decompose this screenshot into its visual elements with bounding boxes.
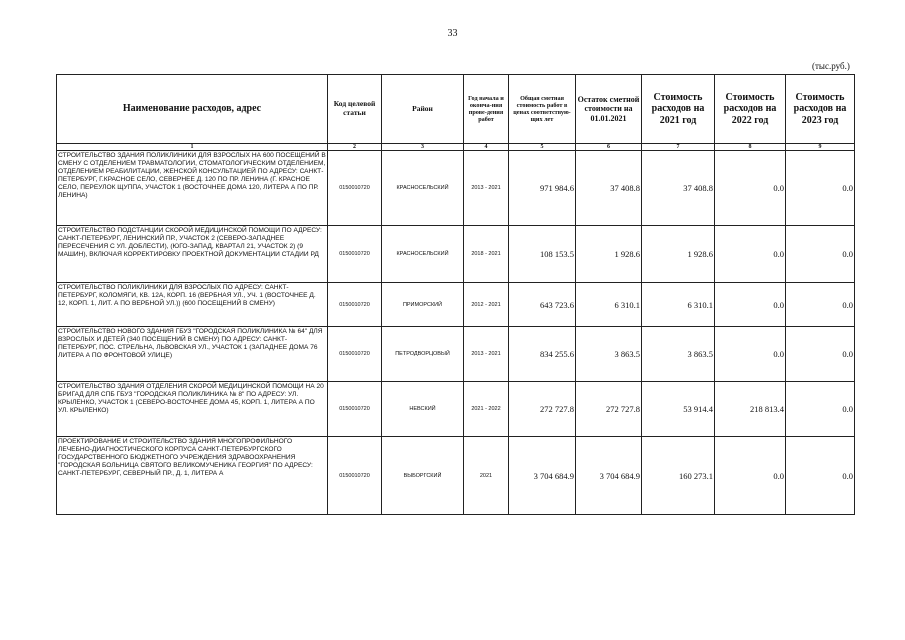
row-code: 0150010720 bbox=[328, 151, 382, 226]
header-remaining: Остаток сметной стоимости на 01.01.2021 bbox=[576, 75, 642, 144]
row-remaining: 3 704 684.9 bbox=[576, 437, 642, 515]
row-years: 2013 - 2021 bbox=[464, 327, 509, 382]
row-name: СТРОИТЕЛЬСТВО ЗДАНИЯ ПОЛИКЛИНИКИ ДЛЯ ВЗРОСЛЫХ НА 600 ПОСЕЩЕНИЙ В СМЕНУ С ОТДЕЛЕНИЕМ ТРАВМАТОЛОГИИ, СТОМАТОЛОГИЧЕСКИМ ОТДЕЛЕНИЕМ, ОТДЕЛЕНИЕМ РЕАБИЛИТАЦИИ, ЖЕНСКОЙ КОНСУЛЬТАЦИЕЙ ПО АДРЕСУ: САНКТ-ПЕТЕРБУРГ, Г.КРАСНОЕ СЕЛО, СЕВЕРНЕЕ Д. 120 ПО ПР. ЛЕНИНА (Г. КРАСНОЕ СЕЛО, ПЕРЕУЛОК ЩУППА, УЧАСТОК 1 (ВОСТОЧНЕЕ ДОМА 120, ЛИТЕРА А ПО ПР. ЛЕНИНА) bbox=[57, 151, 328, 226]
row-cost-2023: 0.0 bbox=[786, 327, 855, 382]
row-remaining: 6 310.1 bbox=[576, 283, 642, 327]
row-cost-2021: 3 863.5 bbox=[642, 327, 715, 382]
row-years: 2021 bbox=[464, 437, 509, 515]
header-code: Код целевой статьи bbox=[328, 75, 382, 144]
row-code: 0150010720 bbox=[328, 327, 382, 382]
row-remaining: 272 727.8 bbox=[576, 382, 642, 437]
row-code: 0150010720 bbox=[328, 283, 382, 327]
row-cost-2023: 0.0 bbox=[786, 437, 855, 515]
row-region: ПРИМОРСКИЙ bbox=[382, 283, 464, 327]
column-number: 4 bbox=[464, 144, 509, 151]
row-cost-2021: 6 310.1 bbox=[642, 283, 715, 327]
table-row bbox=[57, 151, 855, 226]
row-total-cost: 108 153.5 bbox=[509, 226, 576, 283]
row-cost-2023: 0.0 bbox=[786, 382, 855, 437]
row-remaining: 37 408.8 bbox=[576, 151, 642, 226]
row-cost-2022: 0.0 bbox=[715, 151, 786, 226]
header-region: Район bbox=[382, 75, 464, 144]
row-total-cost: 272 727.8 bbox=[509, 382, 576, 437]
row-cost-2023: 0.0 bbox=[786, 151, 855, 226]
header-years: Год начала и оконча-ния прове-дения работ bbox=[464, 75, 509, 144]
table-row bbox=[57, 382, 855, 437]
row-total-cost: 834 255.6 bbox=[509, 327, 576, 382]
row-name: СТРОИТЕЛЬСТВО НОВОГО ЗДАНИЯ ГБУЗ "ГОРОДСКАЯ ПОЛИКЛИНИКА № 64" ДЛЯ ВЗРОСЛЫХ И ДЕТЕЙ (340 ПОСЕЩЕНИЙ В СМЕНУ) ПО АДРЕСУ: САНКТ-ПЕТЕРБУРГ, ПОС. СТРЕЛЬНА, ЛЬВОВСКАЯ УЛ., УЧАСТОК 1 (ЗАПАДНЕЕ ДОМА 76 ЛИТЕРА А ПО ФРОНТОВОЙ УЛИЦЕ) bbox=[57, 327, 328, 382]
row-total-cost: 971 984.6 bbox=[509, 151, 576, 226]
row-cost-2022: 0.0 bbox=[715, 283, 786, 327]
column-number: 9 bbox=[786, 144, 855, 151]
row-region: ПЕТРОДВОРЦОВЫЙ bbox=[382, 327, 464, 382]
row-region: НЕВСКИЙ bbox=[382, 382, 464, 437]
header-cost-2022: Стоимость расходов на 2022 год bbox=[715, 75, 786, 144]
expenditure-table bbox=[56, 74, 855, 515]
header-cost-2021: Стоимость расходов на 2021 год bbox=[642, 75, 715, 144]
column-number: 1 bbox=[57, 144, 328, 151]
row-cost-2022: 0.0 bbox=[715, 437, 786, 515]
row-cost-2021: 1 928.6 bbox=[642, 226, 715, 283]
row-years: 2018 - 2021 bbox=[464, 226, 509, 283]
column-number: 3 bbox=[382, 144, 464, 151]
row-cost-2023: 0.0 bbox=[786, 283, 855, 327]
row-code: 0150010720 bbox=[328, 382, 382, 437]
header-cost-2023: Стоимость расходов на 2023 год bbox=[786, 75, 855, 144]
row-total-cost: 3 704 684.9 bbox=[509, 437, 576, 515]
row-code: 0150010720 bbox=[328, 226, 382, 283]
column-number: 6 bbox=[576, 144, 642, 151]
column-number: 7 bbox=[642, 144, 715, 151]
header-name: Наименование расходов, адрес bbox=[57, 75, 328, 144]
row-cost-2022: 0.0 bbox=[715, 226, 786, 283]
table-row bbox=[57, 327, 855, 382]
column-number-row bbox=[57, 144, 855, 151]
row-cost-2023: 0.0 bbox=[786, 226, 855, 283]
header-row bbox=[57, 75, 855, 144]
row-code: 0150010720 bbox=[328, 437, 382, 515]
row-cost-2022: 218 813.4 bbox=[715, 382, 786, 437]
row-region: КРАСНОСЕЛЬСКИЙ bbox=[382, 151, 464, 226]
row-years: 2013 - 2021 bbox=[464, 151, 509, 226]
table-row bbox=[57, 283, 855, 327]
row-name: СТРОИТЕЛЬСТВО ПОДСТАНЦИИ СКОРОЙ МЕДИЦИНСКОЙ ПОМОЩИ ПО АДРЕСУ: САНКТ-ПЕТЕРБУРГ, ЛЕНИНСКИЙ ПР., УЧАСТОК 2 (СЕВЕРО-ЗАПАДНЕЕ ПЕРЕСЕЧЕНИЯ С УЛ. ДОБЛЕСТИ), (ЮГО-ЗАПАД, КВАРТАЛ 21, УЧАСТОК 2) (9 МАШИН), ВКЛЮЧАЯ КОРРЕКТИРОВКУ ПРОЕКТНОЙ ДОКУМЕНТАЦИИ СТАДИИ РД bbox=[57, 226, 328, 283]
units-label: (тыс.руб.) bbox=[812, 61, 850, 71]
header-total-cost: Общая сметная стоимость работ в ценах соответствую-щих лет bbox=[509, 75, 576, 144]
row-years: 2021 - 2022 bbox=[464, 382, 509, 437]
row-years: 2012 - 2021 bbox=[464, 283, 509, 327]
column-number: 2 bbox=[328, 144, 382, 151]
row-cost-2021: 160 273.1 bbox=[642, 437, 715, 515]
table-row bbox=[57, 226, 855, 283]
row-region: ВЫБОРГСКИЙ bbox=[382, 437, 464, 515]
row-cost-2021: 37 408.8 bbox=[642, 151, 715, 226]
row-cost-2021: 53 914.4 bbox=[642, 382, 715, 437]
row-total-cost: 643 723.6 bbox=[509, 283, 576, 327]
row-remaining: 3 863.5 bbox=[576, 327, 642, 382]
page-number: 33 bbox=[447, 28, 458, 39]
table-row bbox=[57, 437, 855, 515]
column-number: 8 bbox=[715, 144, 786, 151]
row-name: ПРОЕКТИРОВАНИЕ И СТРОИТЕЛЬСТВО ЗДАНИЯ МНОГОПРОФИЛЬНОГО ЛЕЧЕБНО-ДИАГНОСТИЧЕСКОГО КОРПУСА САНКТ-ПЕТЕРБУРГСКОГО ГОСУДАРСТВЕННОГО БЮДЖЕТНОГО УЧРЕЖДЕНИЯ ЗДРАВООХРАНЕНИЯ "ГОРОДСКАЯ БОЛЬНИЦА СВЯТОГО ВЕЛИКОМУЧЕНИКА ГЕОРГИЯ" ПО АДРЕСУ: САНКТ-ПЕТЕРБУРГ, СЕВЕРНЫЙ ПР., Д. 1, ЛИТЕРА А bbox=[57, 437, 328, 515]
column-number: 5 bbox=[509, 144, 576, 151]
row-name: СТРОИТЕЛЬСТВО ПОЛИКЛИНИКИ ДЛЯ ВЗРОСЛЫХ ПО АДРЕСУ: САНКТ-ПЕТЕРБУРГ, КОЛОМЯГИ, КВ. 12А, КОРП. 16 (ВЕРБНАЯ УЛ., УЧ. 1 (ВОСТОЧНЕЕ Д. 12, КОРП. 1, ЛИТ. А ПО ВЕРБНОЙ УЛ.)) (600 ПОСЕЩЕНИЙ В СМЕНУ) bbox=[57, 283, 328, 327]
row-region: КРАСНОСЕЛЬСКИЙ bbox=[382, 226, 464, 283]
row-name: СТРОИТЕЛЬСТВО ЗДАНИЯ ОТДЕЛЕНИЯ СКОРОЙ МЕДИЦИНСКОЙ ПОМОЩИ НА 20 БРИГАД ДЛЯ СПБ ГБУЗ "ГОРОДСКАЯ ПОЛИКЛИНИКА № 8" ПО АДРЕСУ: УЛ. КРЫЛЕНКО, УЧАСТОК 1 (СЕВЕРО-ВОСТОЧНЕЕ ДОМА 45, КОРП. 1, ЛИТЕРА А ПО УЛ. КРЫЛЕНКО) bbox=[57, 382, 328, 437]
row-remaining: 1 928.6 bbox=[576, 226, 642, 283]
row-cost-2022: 0.0 bbox=[715, 327, 786, 382]
